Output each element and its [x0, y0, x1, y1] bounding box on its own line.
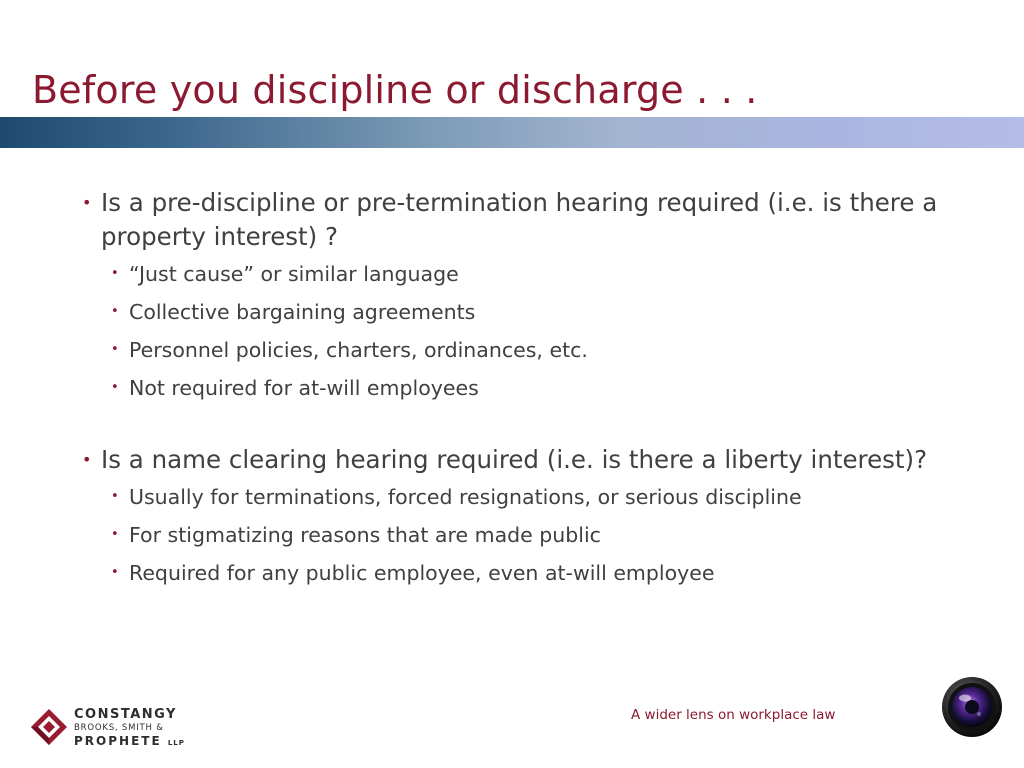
bullet-icon: • — [82, 450, 92, 469]
company-logo — [30, 708, 230, 748]
sub-bullet-item — [80, 331, 960, 369]
bullet-icon: • — [111, 266, 119, 281]
logo-name: CONSTANGY — [74, 707, 177, 722]
bullet-icon: • — [111, 304, 119, 319]
sub-bullet-text: Personnel policies, charters, ordinances, etc. — [129, 338, 588, 362]
logo-llp: LLP — [167, 738, 185, 747]
header-gradient-bar — [0, 117, 1024, 148]
camera-lens-icon — [941, 676, 1003, 738]
logo-mark-icon — [30, 708, 68, 746]
sub-bullet-text: “Just cause” or similar language — [129, 262, 459, 286]
sub-bullet-text: For stigmatizing reasons that are made public — [129, 523, 601, 547]
sub-bullet-text: Collective bargaining agreements — [129, 300, 476, 324]
slide-content — [80, 186, 960, 592]
bullet-icon: • — [111, 342, 119, 357]
sub-bullet-item — [80, 516, 960, 554]
bullet-icon: • — [111, 527, 119, 542]
footer-tagline: A wider lens on workplace law — [631, 707, 836, 723]
sub-bullet-item — [80, 293, 960, 331]
bullet-text: Is a name clearing hearing required (i.e. is there a liberty interest)? — [101, 445, 928, 474]
sub-bullet-text: Usually for terminations, forced resignations, or serious discipline — [129, 485, 802, 509]
bullet-item — [80, 443, 960, 477]
bullet-text: Is a pre-discipline or pre-termination hearing required (i.e. is there a property interest) ? — [101, 188, 938, 251]
sub-bullet-item — [80, 554, 960, 592]
logo-subname: BROOKS, SMITH & — [74, 723, 164, 733]
sub-bullet-text: Required for any public employee, even at-will employee — [129, 561, 715, 585]
bullet-icon: • — [111, 565, 119, 580]
bullet-item — [80, 186, 960, 254]
slide-title: Before you discipline or discharge . . . — [32, 68, 758, 112]
logo-name-last: PROPHETE — [74, 733, 162, 748]
bullet-icon: • — [111, 380, 119, 395]
sub-bullet-item — [80, 255, 960, 293]
sub-bullet-item — [80, 478, 960, 516]
spacer — [80, 407, 960, 443]
sub-bullet-item — [80, 369, 960, 407]
bullet-icon: • — [111, 489, 119, 504]
bullet-icon: • — [82, 193, 92, 212]
sub-bullet-text: Not required for at-will employees — [129, 376, 479, 400]
